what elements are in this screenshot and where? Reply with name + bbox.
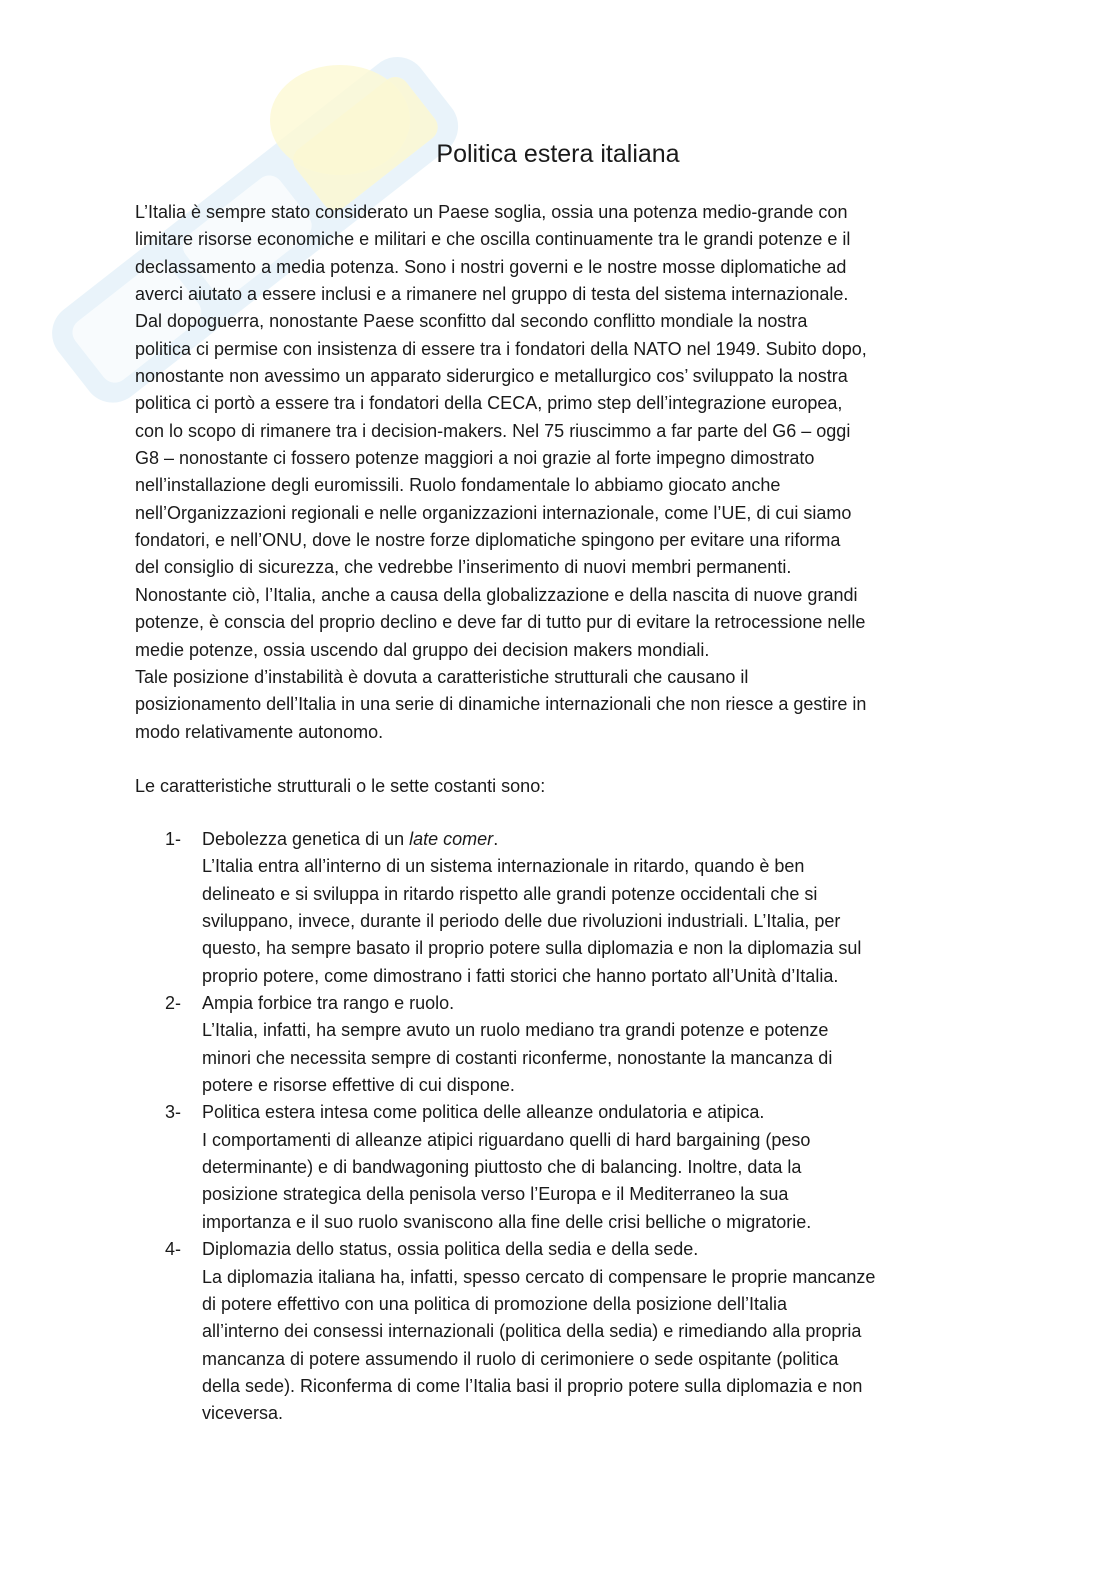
- text-line: posizionamento dell’Italia in una serie di dinamiche internazionali che non riesce a gestire in: [135, 694, 867, 715]
- list-item-text-line: determinante) e di bandwagoning piuttosto che di balancing. Inoltre, data la: [202, 1157, 802, 1178]
- list-item-text-line: minori che necessita sempre di costanti riconferme, nonostante la mancanza di: [202, 1047, 833, 1068]
- list-item-text-line: L’Italia, infatti, ha sempre avuto un ruolo mediano tra grandi potenze e potenze: [202, 1020, 829, 1041]
- list-item-text-line: viceversa.: [202, 1403, 284, 1424]
- page-title: Politica estera italiana: [436, 140, 680, 168]
- text-line: nell’Organizzazioni regionali e nelle organizzazioni internazionale, come l’UE, di cui siamo: [135, 502, 852, 523]
- list-item-heading: Ampia forbice tra rango e ruolo.: [202, 993, 455, 1014]
- text-line: nell’installazione degli euromissili. Ruolo fondamentale lo abbiamo giocato anche: [135, 475, 781, 496]
- list-item: [165, 990, 985, 1099]
- text-line: declassamento a media potenza. Sono i nostri governi e le nostre mosse diplomatiche ad: [135, 256, 847, 277]
- list-item-text-line: I comportamenti di alleanze atipici riguardano quelli di hard bargaining (peso: [202, 1129, 811, 1150]
- text-line: Dal dopoguerra, nonostante Paese sconfitto dal secondo conflitto mondiale la nostra: [135, 311, 808, 332]
- text-line: del consiglio di sicurezza, che vedrebbe l’inserimento di nuovi membri permanenti.: [135, 557, 792, 578]
- text-line: medie potenze, ossia uscendo dal gruppo dei decision makers mondiali.: [135, 639, 710, 660]
- list-item-heading: Debolezza genetica di un late comer.: [202, 829, 499, 849]
- list-item-number: 1-: [165, 829, 182, 849]
- list-item: [165, 1236, 985, 1427]
- list-item-text-line: potere e risorse effettive di cui dispone.: [202, 1075, 515, 1096]
- text-line: fondatori, e nell’ONU, dove le nostre forze diplomatiche spingono per evitare una riforma: [135, 530, 841, 551]
- list-item-number: 4-: [165, 1239, 182, 1260]
- text-line: averci aiutato a essere inclusi e a rimanere nel gruppo di testa del sistema internazionale.: [135, 284, 849, 305]
- text-line: con lo scopo di rimanere tra i decision-makers. Nel 75 riuscimmo a far parte del G6 – oggi: [135, 420, 851, 441]
- list-item: [165, 1099, 985, 1236]
- list-item-text-line: della sede). Riconferma di come l’Italia basi il proprio potere sulla diplomazia e non: [202, 1375, 863, 1396]
- constants-list: [165, 826, 985, 1428]
- text-line: G8 – nonostante ci fossero potenze maggiori a noi grazie al forte impegno dimostrato: [135, 448, 815, 469]
- constants-intro: Le caratteristiche strutturali o le sette costanti sono:: [135, 776, 546, 796]
- list-item-text-line: sviluppano, invece, durante il periodo delle due rivoluzioni industriali. L’Italia, per: [202, 911, 841, 932]
- text-line: limitare risorse economiche e militari e che oscilla continuamente tra le grandi potenze e il: [135, 229, 851, 250]
- list-item-text-line: delineato e si sviluppa in ritardo rispetto alle grandi potenze occidentali che si: [202, 883, 818, 904]
- list-item-text-line: mancanza di potere assumendo il ruolo di cerimoniere o sede ospitante (politica: [202, 1348, 839, 1369]
- list-item-heading: Diplomazia dello status, ossia politica della sedia e della sede.: [202, 1239, 699, 1260]
- list-item-text-line: La diplomazia italiana ha, infatti, spesso cercato di compensare le proprie mancanze: [202, 1266, 876, 1287]
- list-item-number: 2-: [165, 993, 182, 1014]
- text-line: potenze, è conscia del proprio declino e deve far di tutto pur di evitare la retrocessione nelle: [135, 612, 866, 633]
- text-line: politica ci portò a essere tra i fondatori della CECA, primo step dell’integrazione europea,: [135, 393, 843, 414]
- list-item-heading: Politica estera intesa come politica delle alleanze ondulatoria e atipica.: [202, 1102, 765, 1123]
- list-item: [165, 826, 985, 990]
- list-item-text-line: L’Italia entra all’interno di un sistema internazionale in ritardo, quando è ben: [202, 856, 805, 877]
- text-line: L’Italia è sempre stato considerato un Paese soglia, ossia una potenza medio-grande con: [135, 202, 848, 222]
- list-item-text-line: questo, ha sempre basato il proprio potere sulla diplomazia e non la diplomazia sul: [202, 938, 862, 959]
- text-line: modo relativamente autonomo.: [135, 721, 384, 742]
- text-line: Nonostante ciò, l’Italia, anche a causa della globalizzazione e della nascita di nuove grandi: [135, 584, 858, 605]
- text-line: nonostante non avessimo un apparato siderurgico e metallurgico cos’ sviluppato la nostra: [135, 366, 848, 387]
- list-item-text-line: all’interno dei consessi internazionali (politica della sedia) e rimediando alla propria: [202, 1321, 862, 1342]
- list-item-number: 3-: [165, 1102, 182, 1123]
- list-item-text-line: importanza e il suo ruolo svaniscono alla fine delle crisi belliche o migratorie.: [202, 1211, 812, 1232]
- intro-paragraph: [135, 199, 995, 746]
- list-item-text-line: posizione strategica della penisola verso l’Europa e il Mediterraneo la sua: [202, 1184, 789, 1205]
- text-line: Tale posizione d’instabilità è dovuta a caratteristiche strutturali che causano il: [135, 666, 749, 687]
- list-item-text-line: di potere effettivo con una politica di promozione della posizione dell’Italia: [202, 1293, 788, 1314]
- text-line: politica ci permise con insistenza di essere tra i fondatori della NATO nel 1949. Subito dopo,: [135, 338, 867, 359]
- list-item-text-line: proprio potere, come dimostrano i fatti storici che hanno portato all’Unità d’Italia.: [202, 965, 839, 986]
